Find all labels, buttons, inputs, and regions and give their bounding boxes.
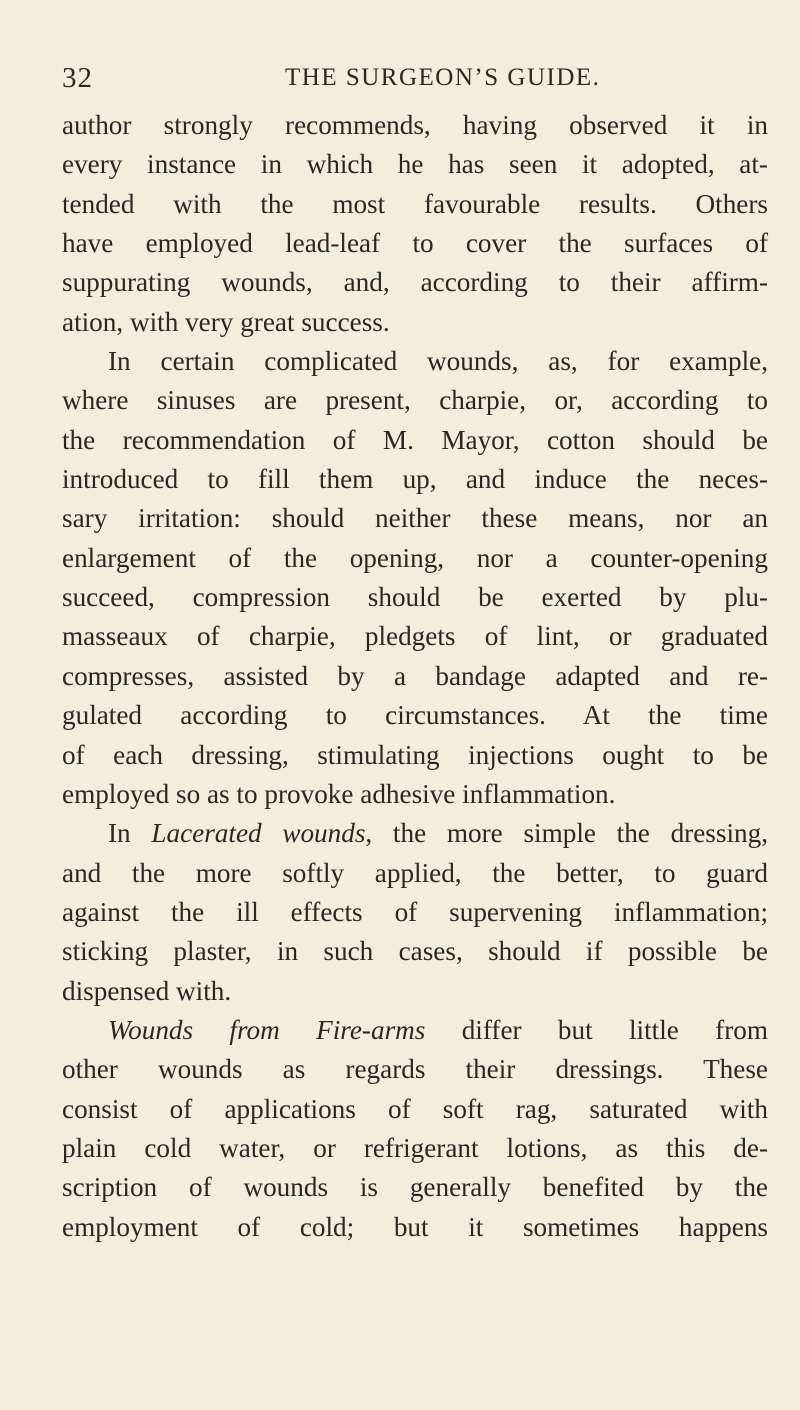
italic-heading: Lacerated wounds [151, 818, 366, 849]
text-line: suppurating wounds, and, according to their affirm- [62, 267, 768, 298]
text-line: tended with the most favourable results. Others [62, 188, 768, 219]
text-line: compresses, assisted by a bandage adapted and re- [62, 660, 768, 691]
text-line: gulated according to circumstances. At the time [62, 700, 768, 731]
body-text [62, 106, 768, 1247]
paragraph-start-line: In certain complicated wounds, as, for example, [108, 346, 768, 377]
text-line: sticking plaster, in such cases, should if possible be [62, 936, 768, 967]
text-line: employment of cold; but it sometimes happens [62, 1211, 768, 1242]
page-header [62, 62, 762, 102]
text-line: and the more softly applied, the better, to guard [62, 857, 768, 888]
text-line: against the ill effects of supervening inflammation; [62, 896, 768, 927]
text-line: every instance in which he has seen it adopted, at- [62, 149, 768, 180]
text-line: sary irritation: should neither these means, nor an [62, 503, 768, 534]
running-head: THE SURGEON’S GUIDE. [285, 64, 601, 91]
text-line: employed so as to provoke adhesive inflammation. [62, 778, 616, 809]
paragraph-start-line [62, 814, 768, 853]
page-number: 32 [62, 62, 93, 94]
text-line: of each dressing, stimulating injections ought to be [62, 739, 768, 770]
text-line: masseaux of charpie, pledgets of lint, or graduated [62, 621, 768, 652]
line-rest: differ but little from [425, 1014, 769, 1045]
text-line: have employed lead-leaf to cover the surfaces of [62, 228, 768, 259]
text-line: where sinuses are present, charpie, or, according to [62, 385, 768, 416]
line-rest: , the more simple the dressing, [365, 818, 769, 849]
text-line: succeed, compression should be exerted by plu- [62, 582, 768, 613]
text-line: other wounds as regards their dressings. These [62, 1054, 768, 1085]
text-line: enlargement of the opening, nor a counter-opening [62, 542, 768, 573]
text-line: consist of applications of soft rag, saturated with [62, 1093, 768, 1124]
paragraph-start-line [62, 1011, 768, 1050]
text-line: the recommendation of M. Mayor, cotton should be [62, 424, 768, 455]
text-line: dispensed with. [62, 975, 232, 1006]
italic-heading: Wounds from Fire-arms [108, 1014, 426, 1045]
text-line: introduced to fill them up, and induce the neces- [62, 464, 768, 495]
line-prefix: In [108, 818, 152, 849]
text-line: plain cold water, or refrigerant lotions, as this de- [62, 1132, 768, 1163]
text-line: author strongly recommends, having observed it in [62, 110, 768, 140]
text-line: scription of wounds is generally benefited by the [62, 1172, 768, 1203]
text-line: ation, with very great success. [62, 306, 390, 337]
